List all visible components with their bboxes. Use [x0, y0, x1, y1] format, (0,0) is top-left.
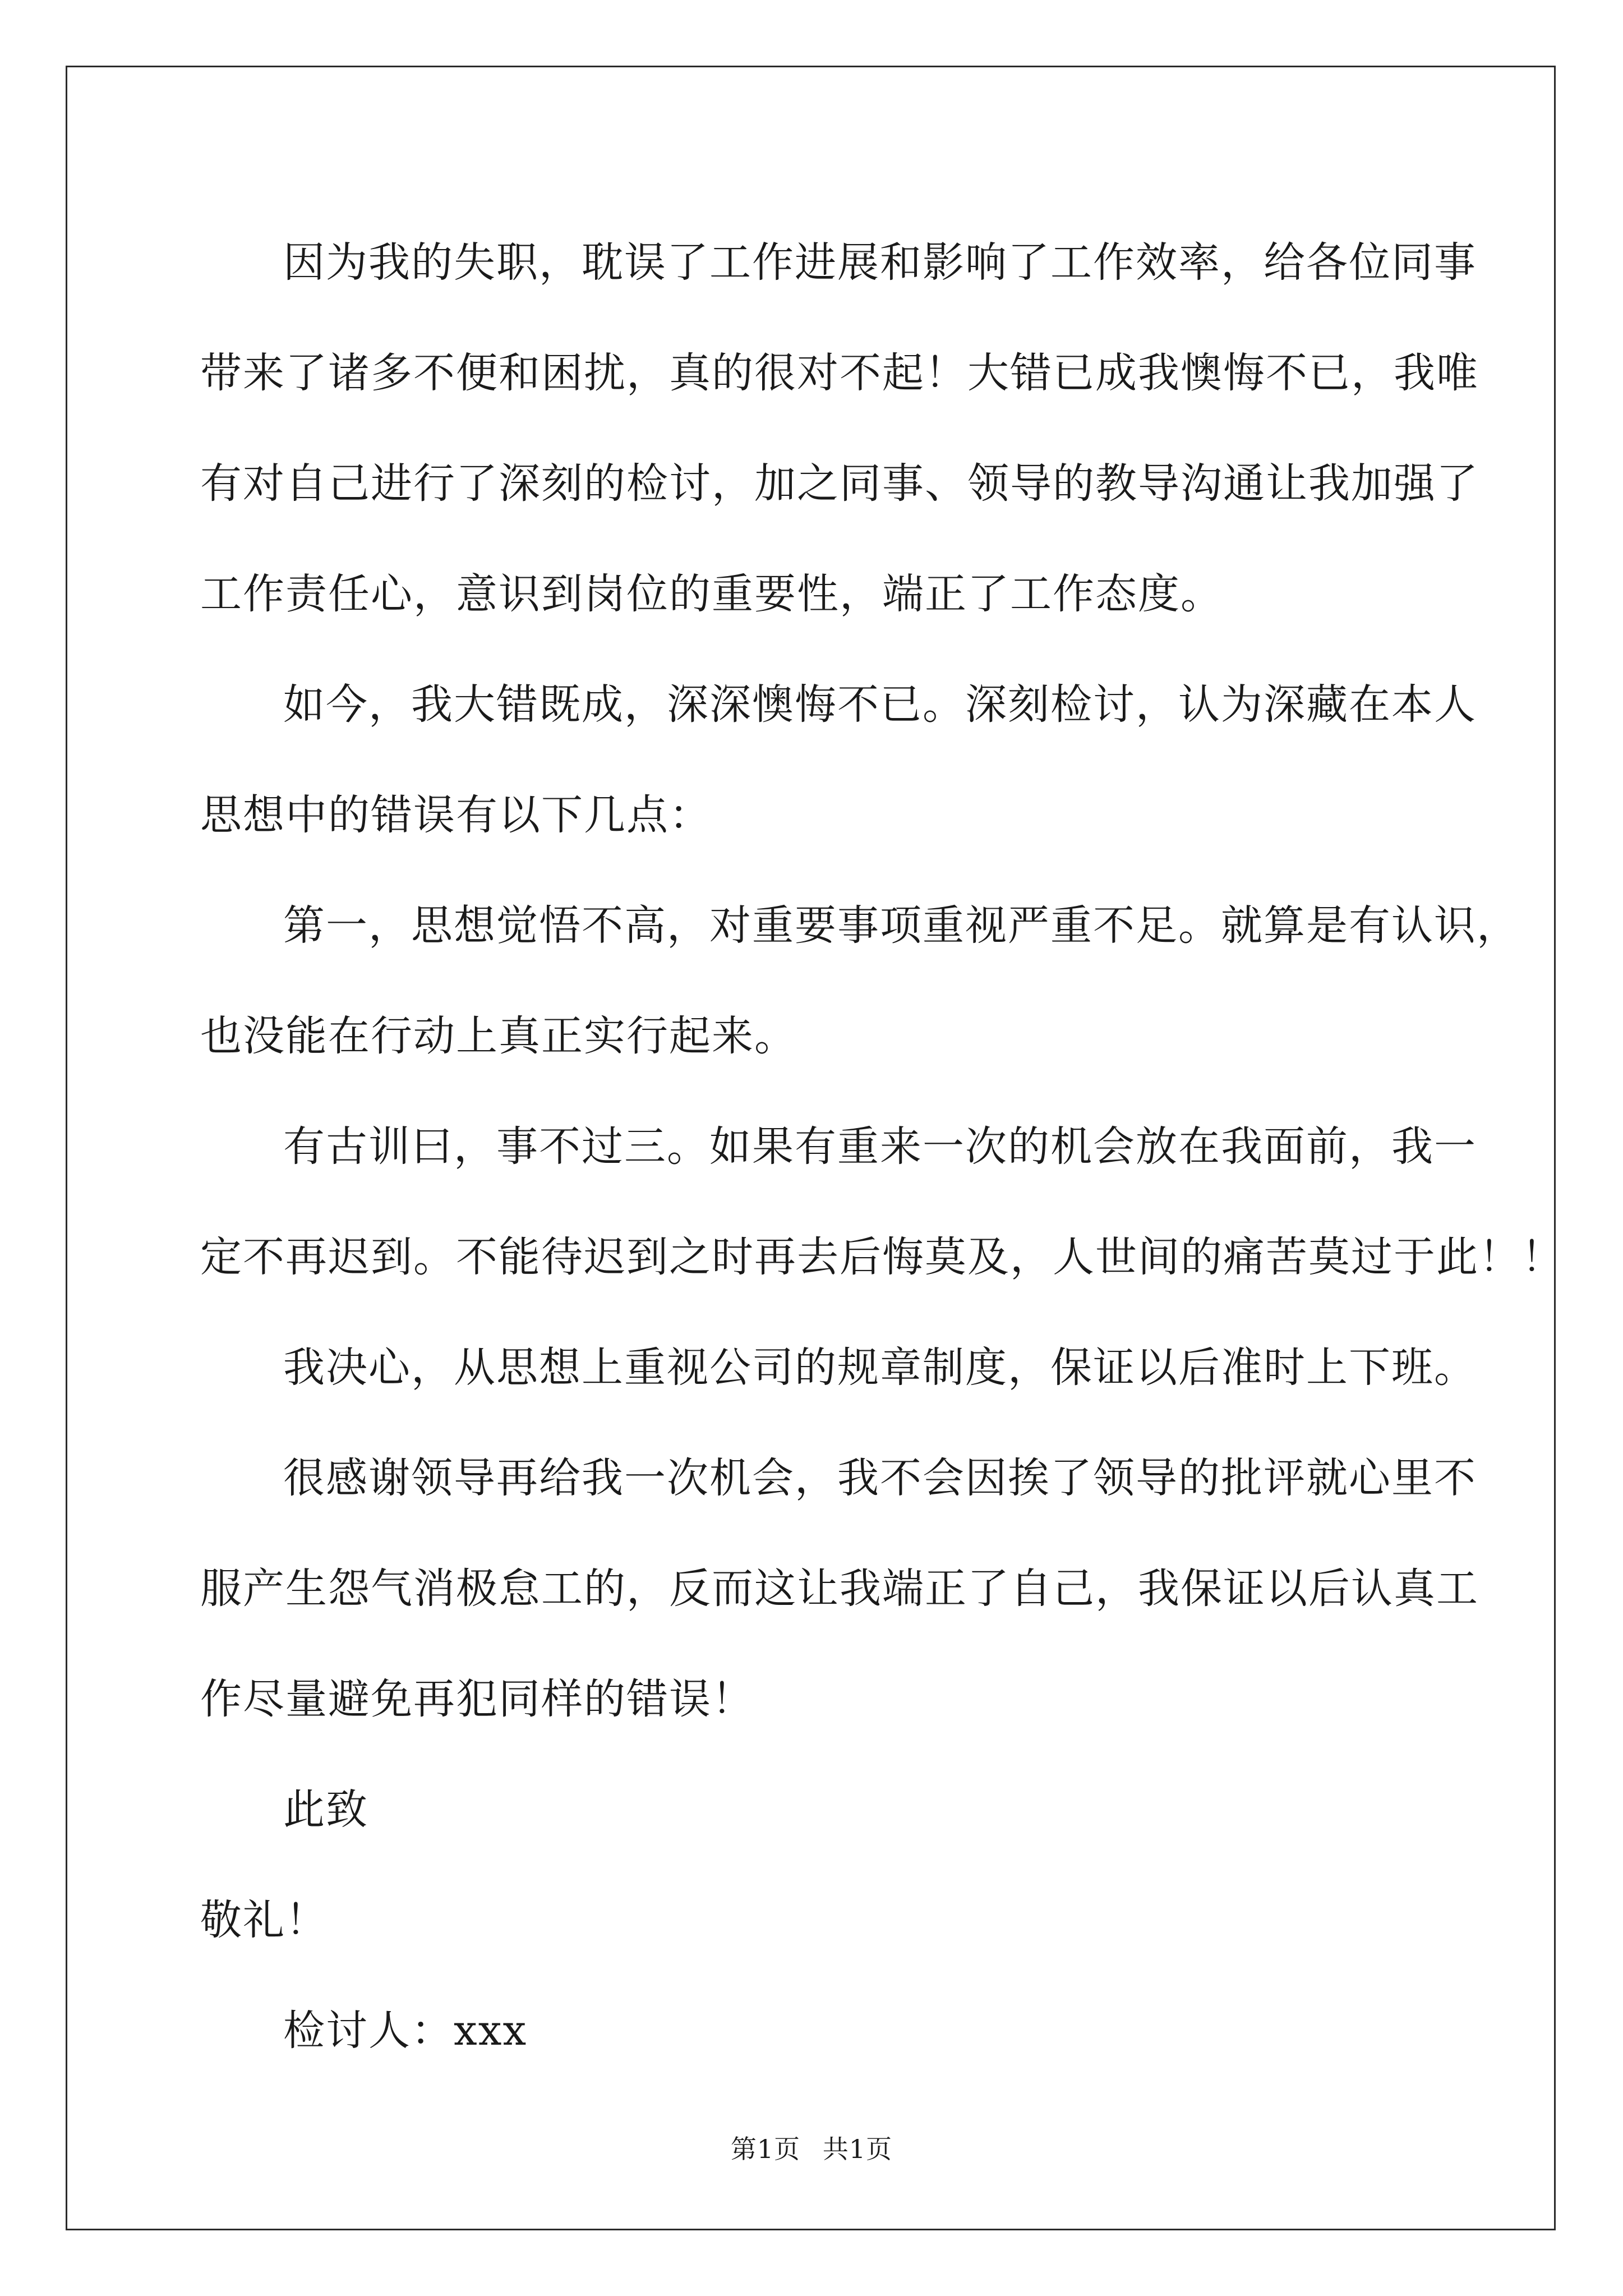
line-9: 有古训曰，事不过三。如果有重来一次的机会放在我面前，我一 — [283, 1122, 1477, 1171]
page-number-total: 共1页 — [822, 2134, 893, 2164]
line-7: 第一，思想觉悟不高，对重要事项重视严重不足。就算是有认识， — [283, 901, 1519, 950]
line-11: 我决心，从思想上重视公司的规章制度，保证以后准时上下班。 — [283, 1343, 1477, 1392]
line-1: 因为我的失职，耽误了工作进展和影响了工作效率，给各位同事 — [283, 238, 1477, 287]
line-12: 很感谢领导再给我一次机会，我不会因挨了领导的批评就心里不 — [283, 1454, 1477, 1502]
line-6: 思想中的错误有以下几点： — [200, 791, 712, 839]
page-footer — [0, 2129, 1623, 2166]
document-body — [200, 208, 1564, 2086]
line-10: 定不再迟到。不能待迟到之时再去后悔莫及，人世间的痛苦莫过于此！！ — [200, 1233, 1564, 1281]
line-8: 也没能在行动上真正实行起来。 — [200, 1012, 797, 1060]
closing-salutation: 此致 — [283, 1786, 368, 1834]
closing-regards: 敬礼！ — [200, 1896, 328, 1944]
line-3: 有对自己进行了深刻的检讨，加之同事、领导的教导沟通让我加强了 — [200, 459, 1479, 508]
line-2: 带来了诸多不便和困扰，真的很对不起！大错已成我懊悔不已，我唯 — [200, 349, 1479, 397]
line-14: 作尽量避免再犯同样的错误！ — [200, 1675, 754, 1723]
signature-line: 检讨人：xxx — [283, 2007, 528, 2055]
line-13: 服产生怨气消极怠工的，反而这让我端正了自己，我保证以后认真工 — [200, 1565, 1479, 1613]
line-5: 如今，我大错既成，深深懊悔不已。深刻检讨，认为深藏在本人 — [283, 680, 1477, 729]
line-4: 工作责任心，意识到岗位的重要性，端正了工作态度。 — [200, 570, 1223, 618]
page-number-current: 第1页 — [730, 2134, 801, 2164]
